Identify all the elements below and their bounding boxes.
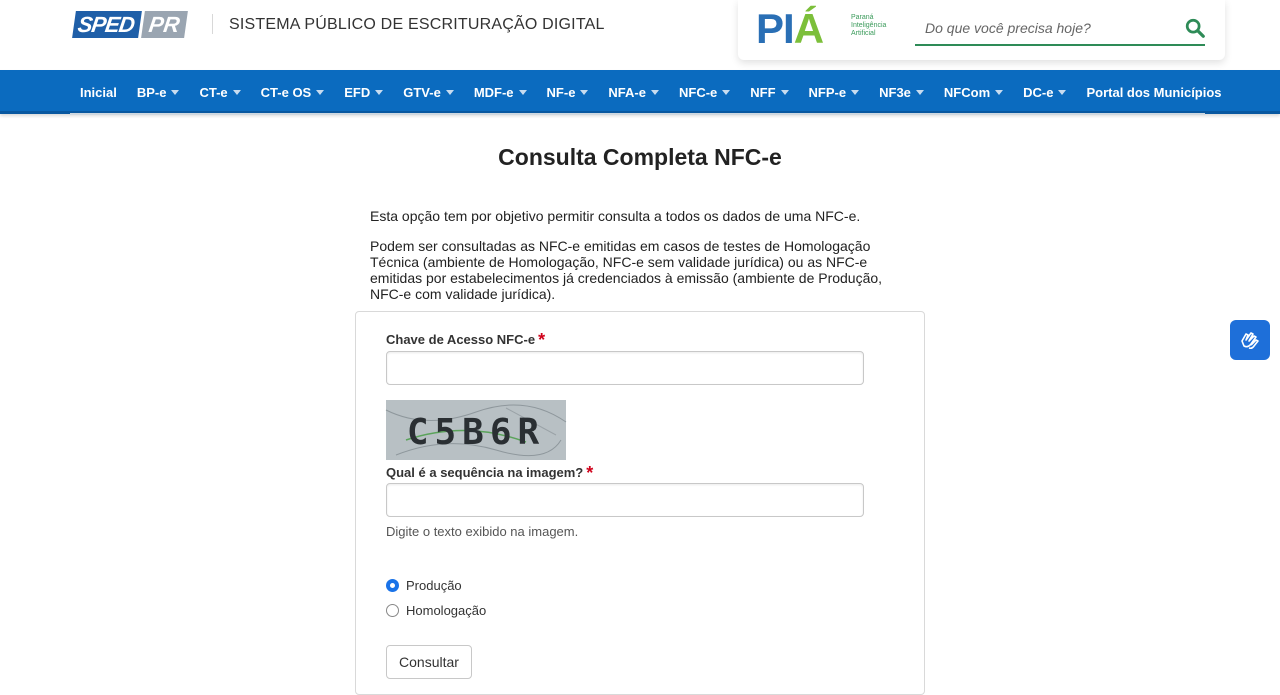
page-title: Consulta Completa NFC-e — [498, 144, 782, 170]
nav-item-nf3e[interactable] — [869, 70, 934, 114]
nav-item-nfa-e[interactable] — [598, 70, 669, 114]
nav-item-ct-e-os[interactable] — [251, 70, 335, 114]
nav-item-label: NFA-e — [608, 84, 646, 100]
captcha-text: C5B6R — [406, 412, 546, 453]
caret-down-icon — [1058, 90, 1066, 95]
caret-down-icon — [446, 90, 454, 95]
site-header — [0, 0, 1280, 70]
caret-down-icon — [916, 90, 924, 95]
chave-label — [386, 328, 545, 349]
nav-item-inicial[interactable] — [70, 70, 127, 114]
nav-item-label: NFP-e — [808, 84, 847, 100]
vlibras-accessibility-button[interactable] — [1230, 320, 1270, 360]
nav-item-nfc-e[interactable] — [669, 70, 740, 114]
chave-label-text: Chave de Acesso NFC-e — [386, 332, 536, 347]
radio-homologacao[interactable] — [386, 603, 486, 618]
pia-sub-line2: Inteligência — [851, 22, 887, 29]
main-nav — [0, 70, 1280, 114]
nav-item-nfp-e[interactable] — [799, 70, 870, 114]
nav-item-label: Inicial — [80, 84, 117, 100]
pia-search-panel — [738, 0, 1225, 60]
sped-pr-logo[interactable] — [74, 11, 185, 38]
required-marker: * — [586, 463, 594, 483]
nav-item-label: DC-e — [1023, 84, 1054, 100]
pia-logo-pi: PI — [756, 5, 794, 52]
captcha-help-text: Digite o texto exibido na imagem. — [386, 524, 579, 539]
nav-item-nff[interactable] — [740, 70, 798, 114]
caret-down-icon — [375, 90, 383, 95]
intro-paragraph-1: Esta opção tem por objetivo permitir consulta a todos os dados de uma NFC-e. — [370, 208, 861, 224]
nav-item-nfcom[interactable] — [934, 70, 1013, 114]
header-divider — [212, 14, 213, 34]
nav-item-label: EFD — [344, 84, 371, 100]
nav-underline — [70, 113, 1205, 115]
captcha-image — [386, 400, 566, 460]
nav-item-label: NFF — [750, 84, 776, 100]
caret-down-icon — [171, 90, 179, 95]
captcha-input[interactable] — [386, 483, 864, 517]
radio-homologacao-label: Homologação — [406, 603, 487, 618]
captcha-label-text: Qual é a sequência na imagem? — [386, 465, 584, 480]
consultar-button[interactable]: Consultar — [386, 645, 472, 679]
caret-down-icon — [316, 90, 324, 95]
caret-down-icon — [851, 90, 859, 95]
pr-logo-text: PR — [141, 11, 187, 38]
caret-down-icon — [722, 90, 730, 95]
caret-down-icon — [781, 90, 789, 95]
captcha-label — [386, 461, 593, 482]
nav-item-label: NF3e — [879, 84, 911, 100]
caret-down-icon — [580, 90, 588, 95]
radio-homologacao-button[interactable] — [386, 604, 399, 617]
consulta-form — [355, 311, 925, 695]
pia-sub-line1: Paraná — [851, 14, 874, 21]
intro-text — [370, 208, 900, 316]
sign-language-icon — [1237, 327, 1263, 353]
nav-item-gtv-e[interactable] — [393, 70, 464, 114]
caret-down-icon — [233, 90, 241, 95]
pia-logo[interactable] — [756, 5, 824, 52]
nav-item-label: BP-e — [136, 84, 167, 100]
search-input[interactable] — [915, 12, 1205, 46]
nav-item-label: GTV-e — [403, 84, 441, 100]
nav-item-portal-dos-munic-pios[interactable] — [1076, 70, 1231, 114]
sped-logo-text: SPED — [72, 11, 142, 38]
caret-down-icon — [995, 90, 1003, 95]
pia-logo-a: Á — [793, 5, 824, 52]
nav-item-label: Portal dos Municípios — [1086, 84, 1222, 100]
nav-item-label: CT-e — [199, 84, 228, 100]
radio-producao-button[interactable] — [386, 579, 399, 592]
required-marker: * — [538, 330, 546, 350]
radio-producao[interactable] — [386, 578, 462, 593]
nav-items — [70, 70, 1222, 114]
chave-acesso-input[interactable] — [386, 351, 864, 385]
caret-down-icon — [651, 90, 659, 95]
nav-item-efd[interactable] — [334, 70, 393, 114]
nav-item-label: NF-e — [546, 84, 576, 100]
search-icon[interactable] — [1184, 17, 1206, 39]
site-title: SISTEMA PÚBLICO DE ESCRITURAÇÃO DIGITAL — [229, 16, 605, 33]
nav-item-label: NFCom — [943, 84, 991, 100]
pia-subtitle — [851, 14, 886, 38]
nav-item-bp-e[interactable] — [127, 70, 190, 114]
nav-item-nf-e[interactable] — [537, 70, 599, 114]
nav-item-mdf-e[interactable] — [464, 70, 537, 114]
nav-item-ct-e[interactable] — [189, 70, 250, 114]
nav-item-label: NFC-e — [678, 84, 718, 100]
nav-item-dc-e[interactable] — [1013, 70, 1076, 114]
caret-down-icon — [519, 90, 527, 95]
nav-item-label: CT-e OS — [260, 84, 312, 100]
nav-item-label: MDF-e — [473, 84, 514, 100]
pia-sub-line3: Artificial — [851, 30, 876, 37]
radio-producao-label: Produção — [406, 578, 462, 593]
intro-paragraph-2: Podem ser consultadas as NFC-e emitidas em casos de testes de Homologação Técnica (ambiente de Homologação, NFC-e sem validade jurídica) ou as NFC-e emitidas por estabelecimentos já credenciados à emissão (ambiente de Produção, NFC-e com validade jurídica). — [370, 238, 883, 302]
